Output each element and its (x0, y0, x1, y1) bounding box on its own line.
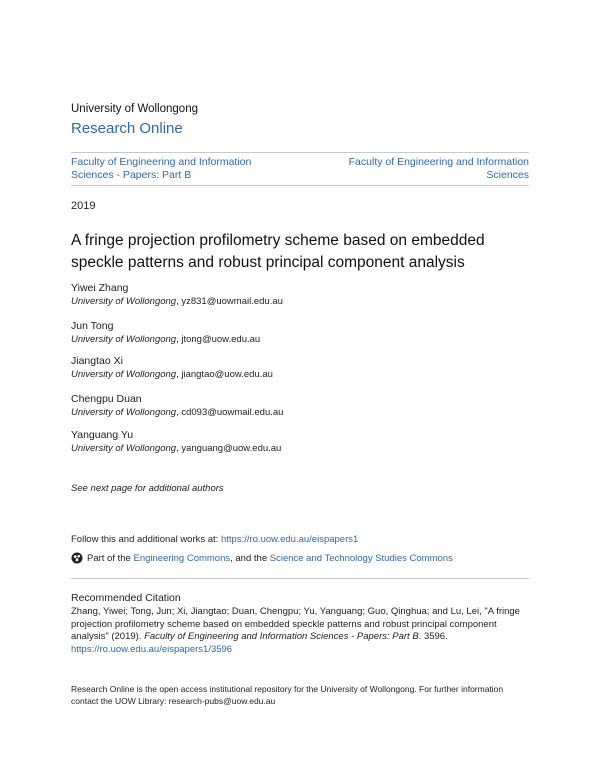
publication-year: 2019 (71, 200, 96, 212)
citation-post: . 3596. (418, 631, 448, 642)
author-affiliation: University of Wollongong, jiangtao@uow.edu.au (71, 369, 273, 380)
author-email: cd093@uowmail.edu.au (181, 407, 284, 418)
citation-url-link[interactable]: https://ro.uow.edu.au/eispapers1/3596 (71, 643, 233, 655)
part-of-line (71, 552, 453, 564)
collection-left-line2: Sciences - Papers: Part B (71, 168, 192, 181)
citation-line-1: Zhang, Yiwei; Tong, Jun; Xi, Jiangtao; Duan, Chengpu; Yu, Yanguang; Guo, Qinghua; and Lu, Lei, "A fringe (71, 606, 520, 617)
author-name: Jiangtao Xi (71, 355, 123, 367)
author-affiliation: University of Wollongong, jtong@uow.edu.au (71, 334, 261, 345)
title-line-2: speckle patterns and robust principal component analysis (71, 254, 465, 271)
author-name: Jun Tong (71, 320, 114, 332)
follow-text: Follow this and additional works at: (71, 534, 219, 545)
collection-right-line2: Sciences (486, 168, 529, 181)
see-next-page-note: See next page for additional authors (71, 483, 224, 494)
citation-pre: analysis" (2019). (71, 631, 142, 642)
sts-commons-link[interactable]: Science and Technology Studies Commons (269, 552, 453, 564)
divider-top (71, 152, 529, 153)
citation-journal: Faculty of Engineering and Information Sciences - Papers: Part B (144, 631, 419, 642)
footer-line-1: Research Online is the open access institutional repository for the University of Wollongong. For further information (71, 684, 504, 694)
follow-line (71, 534, 358, 545)
author-email: jiangtao@uow.edu.au (181, 369, 273, 380)
author-name: Chengpu Duan (71, 393, 142, 405)
author-email: yanguang@uow.edu.au (181, 443, 282, 454)
author-name: Yanguang Yu (71, 429, 134, 441)
research-online-link[interactable]: Research Online (71, 120, 183, 137)
repository-footer (71, 684, 531, 707)
affiliation-name: University of Wollongong (71, 296, 177, 307)
author-email: yz831@uowmail.edu.au (181, 296, 283, 307)
commons-network-icon (71, 552, 83, 564)
footer-line-2: contact the UOW Library: research-pubs@uow.edu.au (71, 695, 276, 706)
affiliation-name: University of Wollongong (71, 369, 177, 380)
title-line-1: A fringe projection profilometry scheme based on embedded (71, 232, 485, 249)
divider-collections (71, 185, 529, 186)
engineering-commons-link[interactable]: Engineering Commons (133, 552, 231, 564)
collection-link-right[interactable] (319, 156, 529, 181)
author-name: Yiwei Zhang (71, 282, 129, 294)
collection-left-line1: Faculty of Engineering and Information (71, 156, 252, 168)
author-affiliation: University of Wollongong, yanguang@uow.edu.au (71, 443, 282, 454)
part-of-middle: , and the (230, 552, 268, 564)
university-name: University of Wollongong (71, 103, 198, 115)
citation-text (71, 606, 531, 656)
recommended-citation-heading: Recommended Citation (71, 592, 181, 604)
follow-url-link[interactable]: https://ro.uow.edu.au/eispapers1 (220, 534, 359, 545)
author-email: jtong@uow.edu.au (181, 334, 261, 345)
paper-title (71, 230, 531, 274)
divider-citation (71, 578, 529, 579)
affiliation-name: University of Wollongong (71, 334, 177, 345)
collection-link-left[interactable] (71, 156, 281, 181)
citation-line-2: projection profilometry scheme based on embedded speckle patterns and robust principal component (71, 618, 497, 630)
part-of-prefix: Part of the (87, 552, 131, 564)
affiliation-name: University of Wollongong (71, 407, 177, 418)
citation-line-3 (71, 631, 531, 644)
affiliation-name: University of Wollongong (71, 443, 177, 454)
author-affiliation: University of Wollongong, cd093@uowmail.edu.au (71, 407, 284, 418)
collection-right-line1: Faculty of Engineering and Information (348, 156, 529, 168)
author-affiliation: University of Wollongong, yz831@uowmail.edu.au (71, 296, 283, 307)
